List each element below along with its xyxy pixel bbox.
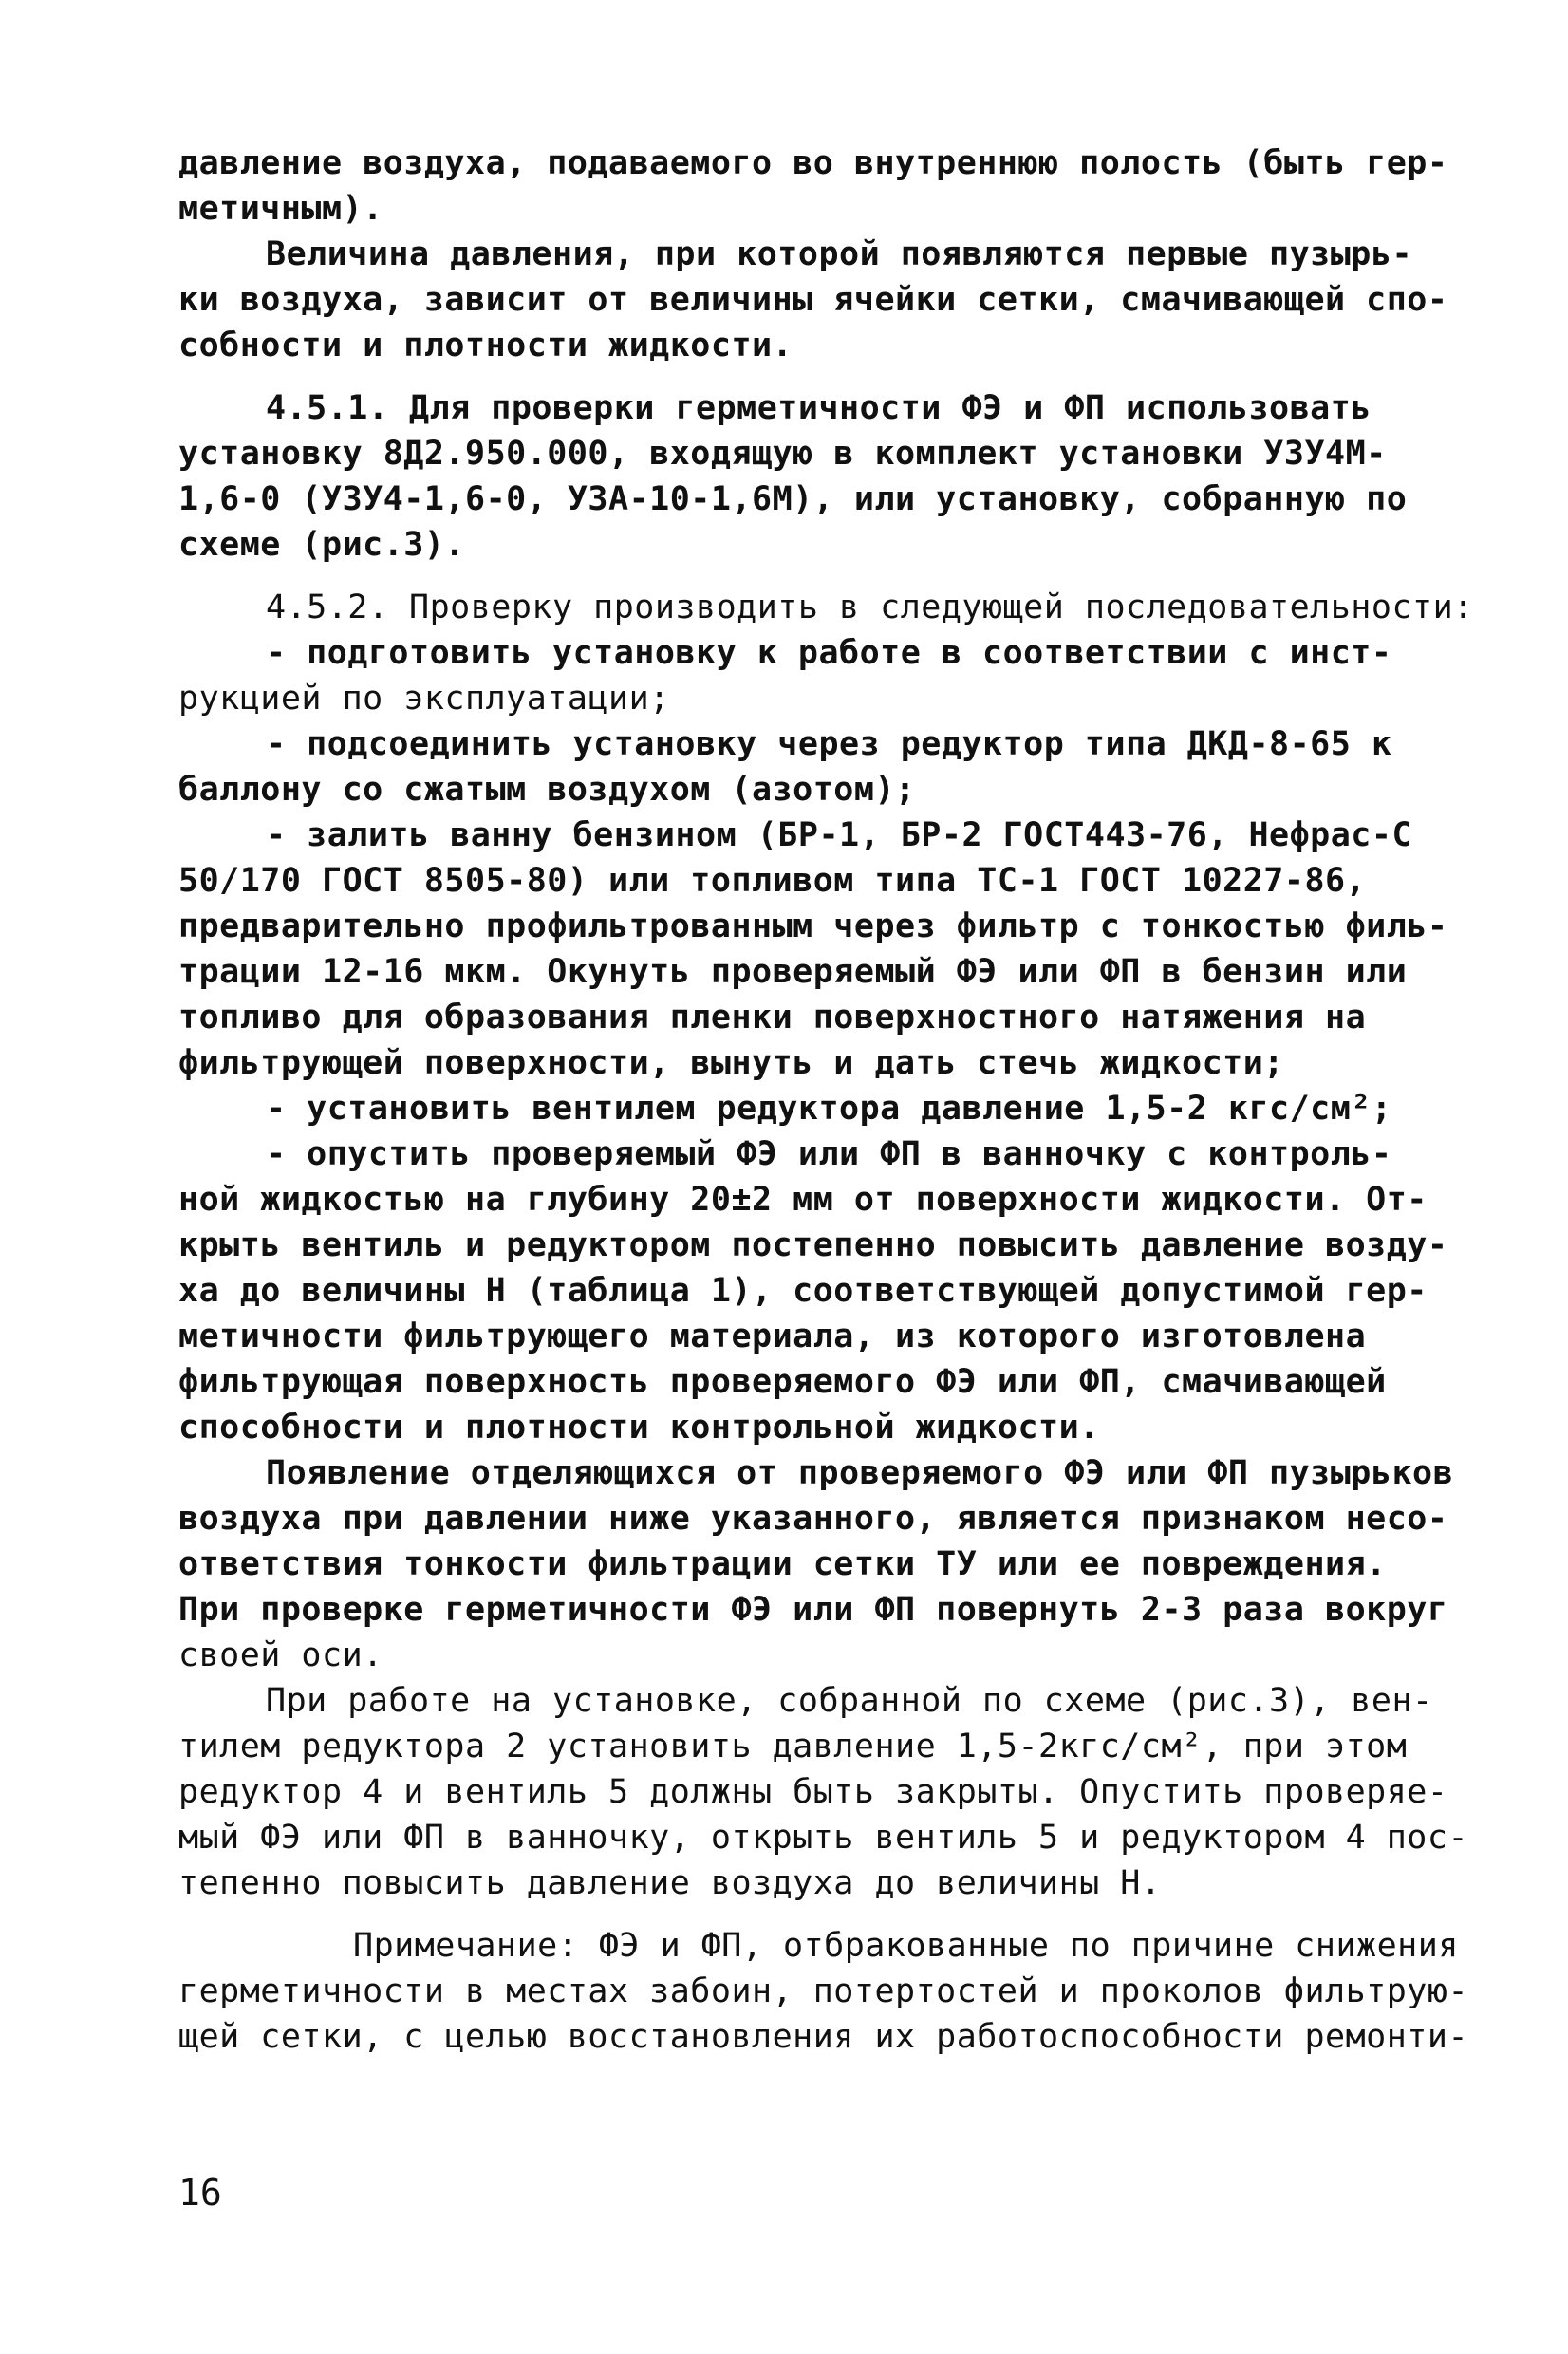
text-line: тепенно повысить давление воздуха до величины Н. <box>178 1864 1162 1902</box>
text-line: фильтрующей поверхности, вынуть и дать стечь жидкости; <box>178 1044 1284 1082</box>
text-line: метичным). <box>178 190 383 228</box>
text-line: топливо для образования пленки поверхностного натяжения на <box>178 999 1367 1037</box>
text-line: предварительно профильтрованным через фильтр с тонкостью филь- <box>178 907 1448 945</box>
text-line: 1,6-0 (УЗУ4-1,6-0, УЗА-10-1,6М), или установку, собранную по <box>178 480 1408 518</box>
text-line: - подсоединить установку через редуктор типа ДКД-8-65 к <box>266 725 1392 763</box>
text-line: давление воздуха, подаваемого во внутреннюю полость (быть гер- <box>178 144 1448 182</box>
text-line: схеме (рис.3). <box>178 526 466 564</box>
text-line: ки воздуха, зависит от величины ячейки сетки, смачивающей спо- <box>178 281 1448 319</box>
text-line: ха до величины Н (таблица 1), соответствующей допустимой гер- <box>178 1272 1428 1310</box>
text-line: крыть вентиль и редуктором постепенно повысить давление возду- <box>178 1226 1448 1264</box>
text-line: 4.5.2. Проверку производить в следующей последовательности: <box>266 588 1474 626</box>
text-line: тилем редуктора 2 установить давление 1,5-2кгс/см², при этом <box>178 1728 1408 1766</box>
text-line: рукцией по эксплуатации; <box>178 680 670 718</box>
text-line: своей оси. <box>178 1636 383 1674</box>
text-line: - подготовить установку к работе в соответствии с инст- <box>266 634 1392 672</box>
text-line: При проверке герметичности ФЭ или ФП повернуть 2-3 раза вокруг <box>178 1591 1448 1629</box>
text-line: - установить вентилем редуктора давление 1,5-2 кгс/см²; <box>266 1090 1392 1128</box>
text-line: установку 8Д2.950.000, входящую в комплект установки УЗУ4М- <box>178 435 1387 473</box>
body-text <box>178 140 1474 2060</box>
text-line: редуктор 4 и вентиль 5 должны быть закрыты. Опустить проверяе- <box>178 1773 1448 1811</box>
text-line: мый ФЭ или ФП в ванночку, открыть вентиль 5 и редуктором 4 пос- <box>178 1819 1469 1857</box>
text-line: герметичности в местах забоин, потертостей и проколов фильтрую- <box>178 1972 1469 2010</box>
text-line: баллону со сжатым воздухом (азотом); <box>178 771 916 809</box>
text-line: - залить ванну бензином (БР-1, БР-2 ГОСТ443-76, Нефрас-С <box>266 816 1413 854</box>
text-line: собности и плотности жидкости. <box>178 327 793 364</box>
text-line: трации 12-16 мкм. Окунуть проверяемый ФЭ или ФП в бензин или <box>178 953 1408 991</box>
text-line: Примечание: ФЭ и ФП, отбракованные по причине снижения <box>353 1927 1459 1965</box>
text-line: 50/170 ГОСТ 8505-80) или топливом типа ТС-1 ГОСТ 10227-86, <box>178 862 1367 900</box>
text-line: метичности фильтрующего материала, из которого изготовлена <box>178 1317 1367 1355</box>
text-line: 4.5.1. Для проверки герметичности ФЭ и ФП использовать <box>266 389 1372 427</box>
text-line: Величина давления, при которой появляются первые пузырь- <box>266 235 1413 273</box>
text-line: щей сетки, с целью восстановления их работоспособности ремонти- <box>178 2018 1469 2056</box>
text-line: При работе на установке, собранной по схеме (рис.3), вен- <box>266 1682 1433 1720</box>
text-line: ной жидкостью на глубину 20±2 мм от поверхности жидкости. От- <box>178 1181 1428 1219</box>
text-line: ответствия тонкости фильтрации сетки ТУ или ее повреждения. <box>178 1545 1387 1583</box>
text-line: - опустить проверяемый ФЭ или ФП в ванночку с контроль- <box>266 1135 1392 1173</box>
text-line: Появление отделяющихся от проверяемого ФЭ или ФП пузырьков <box>266 1454 1454 1492</box>
text-line: фильтрующая поверхность проверяемого ФЭ или ФП, смачивающей <box>178 1363 1387 1401</box>
text-line: способности и плотности контрольной жидкости. <box>178 1409 1100 1447</box>
page-number: 16 <box>178 2172 222 2214</box>
text-line: воздуха при давлении ниже указанного, является признаком несо- <box>178 1500 1448 1538</box>
